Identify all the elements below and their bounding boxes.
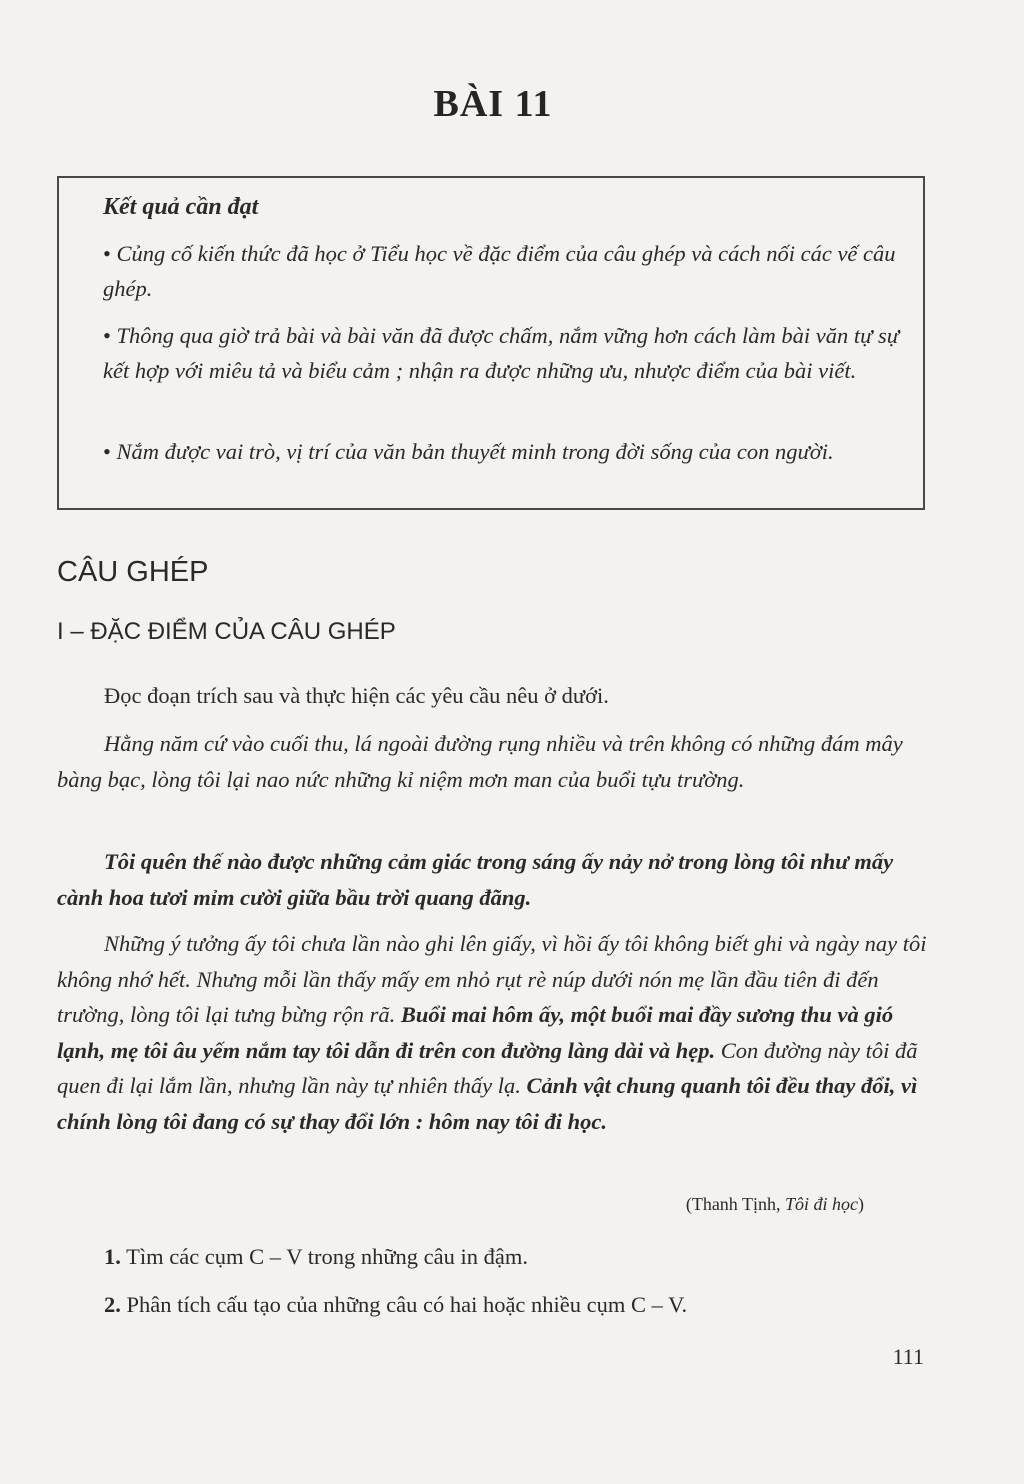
excerpt-paragraph-1: Hằng năm cứ vào cuối thu, lá ngoài đường rụng nhiều và trên không có những đám mây bàng bạc, lòng tôi lại nao nức những kỉ niệm mơn man của buổi tựu trường. bbox=[57, 731, 903, 792]
citation-author: (Thanh Tịnh, bbox=[685, 1194, 785, 1214]
excerpt-bold-text: Cảnh vật chung quanh tôi đều thay đổi, vì chính lòng tôi đang có sự thay đổi lớn : hôm nay tôi đi học. bbox=[57, 1073, 918, 1134]
goal-text: Thông qua giờ trả bài và bài văn đã được chấm, nắm vững hơn cách làm bài văn tự sự kết hợp với miêu tả và biểu cảm ; nhận ra được những ưu, nhược điểm của bài viết. bbox=[103, 323, 900, 383]
learning-goals-box bbox=[57, 176, 925, 510]
question-item bbox=[104, 1244, 528, 1270]
bullet-icon: • bbox=[103, 323, 111, 348]
citation bbox=[686, 1194, 864, 1215]
section-title: CÂU GHÉP bbox=[57, 556, 209, 588]
goals-heading: Kết quả cần đạt bbox=[103, 194, 259, 220]
lesson-title: BÀI 11 bbox=[433, 83, 553, 125]
goal-item bbox=[103, 318, 903, 388]
question-number: 1. bbox=[104, 1244, 121, 1269]
bullet-icon: • bbox=[103, 241, 111, 266]
citation-work: Tôi đi học bbox=[784, 1194, 858, 1214]
goal-item bbox=[103, 434, 903, 469]
goal-text: Củng cố kiến thức đã học ở Tiểu học về đặc điểm của câu ghép và cách nối các vế câu ghép. bbox=[103, 241, 896, 301]
excerpt-bold-text: Buổi mai hôm ấy, một buổi mai đầy sương thu và gió lạnh, mẹ tôi âu yếm nắm tay tôi dẫn đi trên con đường làng dài và hẹp. bbox=[57, 1002, 894, 1063]
bullet-icon: • bbox=[103, 439, 111, 464]
question-number: 2. bbox=[104, 1292, 121, 1317]
question-item bbox=[104, 1292, 687, 1318]
goal-text: Nắm được vai trò, vị trí của văn bản thuyết minh trong đời sống của con người. bbox=[116, 439, 834, 464]
instruction-text: Đọc đoạn trích sau và thực hiện các yêu cầu nêu ở dưới. bbox=[104, 683, 609, 708]
excerpt-text: Những ý tưởng ấy tôi chưa lần nào ghi lên giấy, vì hồi ấy tôi không biết ghi và ngày nay tôi không nhớ hết. Nhưng mỗi lần thấy mấy em nhỏ rụt rè núp dưới nón mẹ lần đầu tiên đi đến trường, lòng tôi lại tưng bừng rộn rã. bbox=[57, 931, 927, 1027]
question-text: Tìm các cụm C – V trong những câu in đậm. bbox=[120, 1244, 529, 1269]
excerpt-paragraph-2: Tôi quên thế nào được những cảm giác trong sáng ấy nảy nở trong lòng tôi như mấy cành hoa tươi mỉm cười giữa bầu trời quang đãng. bbox=[57, 849, 894, 910]
excerpt-text: Con đường này tôi đã quen đi lại lắm lần, nhưng lần này tự nhiên thấy lạ. bbox=[57, 1037, 918, 1098]
subsection-title: I – ĐẶC ĐIỂM CỦA CÂU GHÉP bbox=[57, 618, 396, 645]
page-number: 111 bbox=[892, 1344, 924, 1369]
citation-close: ) bbox=[858, 1194, 864, 1214]
excerpt-paragraph-3 bbox=[57, 926, 927, 1139]
question-text: Phân tích cấu tạo của những câu có hai hoặc nhiều cụm C – V. bbox=[120, 1292, 688, 1317]
goal-item bbox=[103, 236, 903, 306]
